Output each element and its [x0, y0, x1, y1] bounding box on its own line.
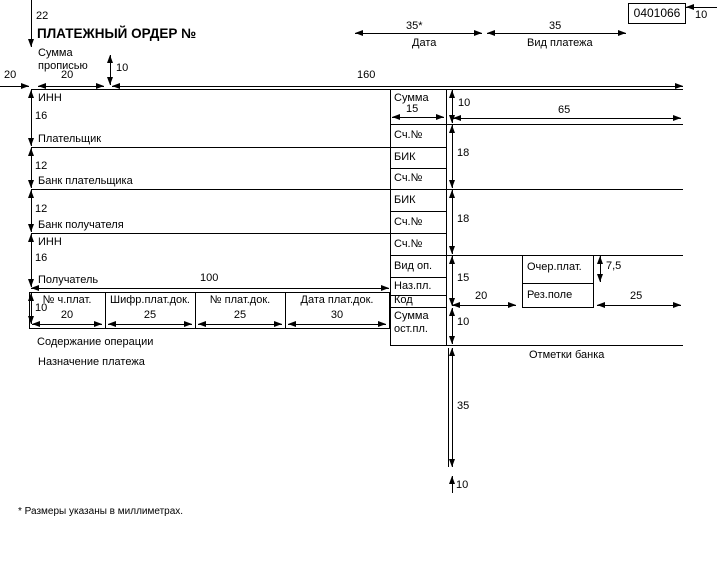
cell-divider — [390, 277, 446, 278]
dim-label-col-20: 20 — [60, 309, 74, 321]
dim-arrow-row-16 — [31, 90, 32, 146]
cell-vid-op-label: Вид оп. — [394, 260, 433, 272]
form-title: ПЛАТЕЖНЫЙ ОРДЕР № — [37, 26, 197, 41]
form-line-receiver-bank-bottom — [31, 233, 446, 234]
payment-type-label: Вид платежа — [527, 37, 593, 49]
footnote: * Размеры указаны в миллиметрах. — [18, 506, 184, 517]
dim-label-form-160: 160 — [357, 69, 376, 81]
form-line-payer-bank-bottom — [31, 189, 683, 190]
doc-table-header-doc-date: Дата плат.док. — [300, 294, 374, 306]
cell-sum-ost-label: Сумма ост.пл. — [394, 310, 429, 335]
dim-arrow-bik-group-18 — [452, 125, 453, 188]
dim-arrow-otmetki-35 — [452, 348, 453, 467]
dim-arrow-bottom-10 — [452, 476, 453, 493]
ocher-box-divider — [522, 283, 594, 284]
dim-arrow-row-12 — [31, 148, 32, 188]
operation-content-label: Содержание операции — [37, 336, 154, 348]
receiver-label: Получатель — [38, 274, 99, 286]
dim-arrow-row-16b — [31, 234, 32, 287]
dim-arrow-vidop-group-15 — [452, 256, 453, 306]
cell-bik-label: БИК — [394, 151, 416, 163]
dim-label-rez-25: 25 — [630, 290, 643, 302]
doc-table-header-part-number: № ч.плат. — [42, 294, 92, 306]
dim-label-row-16b: 16 — [35, 252, 48, 264]
doc-table-bottom-border — [29, 328, 390, 329]
dim-label-col-25b: 25 — [233, 309, 247, 321]
ocher-box-left-border — [522, 255, 523, 307]
dim-label-left-margin-20: 20 — [4, 69, 17, 81]
cell-divider — [390, 168, 446, 169]
form-line-summa-bottom — [390, 124, 683, 125]
cell-account-label: Сч.№ — [394, 216, 423, 228]
payment-purpose-label: Назначение платежа — [38, 356, 145, 368]
ocher-box-right-border — [593, 255, 594, 307]
receiver-inn-label: ИНН — [38, 236, 62, 248]
dim-label-summa-20: 20 — [61, 69, 74, 81]
cell-divider — [390, 307, 446, 308]
form-code-box: 0401066 — [628, 3, 686, 24]
dim-label-title-10: 10 — [116, 62, 129, 74]
dim-label-row-12: 12 — [35, 160, 48, 172]
middle-column-left-border — [390, 89, 391, 345]
receiver-bank-label: Банк получателя — [38, 219, 124, 231]
doc-table-header-doc-number: № плат.док. — [209, 294, 271, 306]
date-label: Дата — [412, 37, 437, 49]
dim-arrow-bik-group2-18 — [452, 190, 453, 254]
reserve-field-label: Рез.поле — [527, 289, 573, 301]
dim-arrow-summa-20 — [38, 86, 104, 87]
dim-label-data-35: 35* — [406, 20, 423, 32]
middle-column-right-border — [446, 89, 447, 345]
dim-arrow-top-22 — [31, 0, 32, 47]
dim-arrow-right-65 — [453, 118, 681, 119]
dim-label-vid-35: 35 — [549, 20, 562, 32]
ocher-box-bottom — [522, 307, 594, 308]
cell-bik-label: БИК — [394, 194, 416, 206]
dim-label-ocher-7-5: 7,5 — [606, 260, 622, 272]
cell-divider — [390, 211, 446, 212]
dim-arrow-col-30 — [288, 324, 386, 325]
dim-arrow-code-right-10 — [686, 7, 717, 8]
dim-label-bottom-10: 10 — [456, 479, 469, 491]
cell-kod-label: Код — [394, 294, 413, 306]
payer-inn-label: ИНН — [38, 92, 62, 104]
dim-arrow-ocher-7-5 — [600, 256, 601, 282]
cell-naz-pl-label: Наз.пл. — [394, 280, 432, 292]
cell-account-label: Сч.№ — [394, 129, 423, 141]
dim-arrow-row-12b — [31, 190, 32, 232]
dim-arrow-data-35 — [355, 33, 482, 34]
dim-arrow-summa-cell-15 — [392, 117, 444, 118]
dim-label-bik-group-18: 18 — [457, 147, 470, 159]
form-line-bank-marks-top — [390, 345, 683, 346]
cell-account-label: Сч.№ — [394, 238, 423, 250]
bank-marks-label: Отметки банка — [529, 349, 605, 361]
form-top-border — [31, 89, 683, 90]
doc-table-right-border — [389, 292, 390, 328]
dim-label-code-right-10: 10 — [695, 9, 708, 21]
dim-label-22: 22 — [36, 10, 49, 22]
dim-label-bik-group2-18: 18 — [457, 213, 470, 225]
dim-arrow-rez-25 — [597, 305, 681, 306]
dim-label-right-65: 65 — [558, 104, 571, 116]
payer-label: Плательщик — [38, 133, 102, 145]
dim-label-summa-cell-h-10: 10 — [458, 97, 471, 109]
dim-arrow-kod-20 — [452, 305, 516, 306]
dim-arrow-col-25 — [108, 324, 192, 325]
priority-label: Очер.плат. — [527, 261, 582, 273]
dim-arrow-title-10 — [110, 55, 111, 85]
doc-table-header-cipher: Шифр.плат.док. — [110, 294, 190, 306]
dim-label-row-12b: 12 — [35, 203, 48, 215]
dim-arrow-vid-35 — [487, 33, 626, 34]
dim-arrow-summa-cell-h-10 — [452, 90, 453, 123]
dim-label-table-h-10: 10 — [35, 302, 48, 314]
form-line-payer-bottom — [31, 147, 446, 148]
dim-label-sumost-10: 10 — [457, 316, 470, 328]
dim-arrow-left-margin-20 — [0, 86, 29, 87]
cell-summa-label: Сумма — [394, 92, 429, 104]
dim-label-col-30: 30 — [330, 309, 344, 321]
dim-arrow-sumost-10 — [452, 308, 453, 344]
dim-extension-line — [448, 348, 449, 467]
dim-label-vidop-group-15: 15 — [457, 272, 470, 284]
cell-account-label: Сч.№ — [394, 172, 423, 184]
dim-arrow-col-20 — [32, 324, 102, 325]
dim-arrow-form-160 — [112, 86, 683, 87]
payer-bank-label: Банк плательщика — [38, 175, 133, 187]
dim-label-row-16: 16 — [35, 110, 48, 122]
dim-arrow-table-h-10 — [31, 293, 32, 324]
dim-label-receiver-100: 100 — [200, 272, 219, 284]
dim-label-otmetki-35: 35 — [457, 400, 470, 412]
sum-in-words-label: Сумма прописью — [38, 47, 88, 72]
dim-label-col-25: 25 — [143, 309, 157, 321]
dim-label-kod-20: 20 — [475, 290, 488, 302]
dim-label-summa-cell-15: 15 — [406, 103, 419, 115]
dim-arrow-col-25b — [198, 324, 282, 325]
form-line-right-section-top — [390, 255, 683, 256]
dim-arrow-receiver-100 — [31, 288, 389, 289]
doc-table-top-border — [29, 292, 390, 293]
